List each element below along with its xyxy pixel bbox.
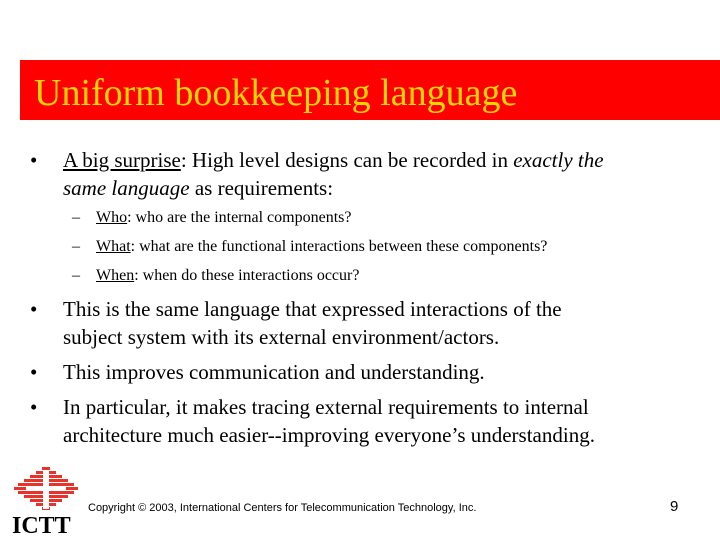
bullet-emphasis: exactly the [513,148,604,172]
sub-bullet-rest: : when do these interactions occur? [134,267,360,284]
sub-bullet-marker: – [72,267,80,284]
sub-bullet-rest: : what are the functional interactions between these components? [130,238,548,255]
bullet-marker: • [30,395,38,419]
sub-bullet-text [96,237,547,257]
sub-bullet-key: Who [96,209,128,226]
bullet-marker: • [30,297,38,321]
logo-text: ICTT [12,513,71,539]
page-number: 9 [670,498,679,515]
bullet-text [63,146,604,174]
sub-bullet-marker: – [72,209,80,226]
sub-bullet-key: What [96,238,131,255]
sub-bullet-marker: – [72,238,80,255]
bullet-text: architecture much easier--improving everyone’s understanding. [63,423,595,447]
bullet-marker: • [30,360,38,384]
bullet-marker: • [30,148,38,172]
bullet-text: In particular, it makes tracing external requirements to internal [63,395,589,419]
copyright-footer: Copyright © 2003, International Centers for Telecommunication Technology, Inc. [88,502,477,514]
bullet-text-rest: : High level designs can be recorded in [180,148,514,172]
sub-bullet-rest: : who are the internal components? [127,209,352,226]
bullet-text: This is the same language that expressed interactions of the [63,297,562,321]
bullet-emphasis: same language [63,176,190,200]
sub-bullet-text [96,266,359,286]
emphasis-link: A big surprise [63,148,181,172]
bullet-text: This improves communication and understanding. [63,360,485,384]
bullet-text: subject system with its external environment/actors. [63,325,500,349]
sub-bullet-text [96,208,351,228]
sub-bullet-key: When [96,267,135,284]
slide-title: Uniform bookkeeping language [34,72,518,114]
bullet-text [63,174,333,202]
bullet-text-rest: as requirements: [189,176,334,200]
